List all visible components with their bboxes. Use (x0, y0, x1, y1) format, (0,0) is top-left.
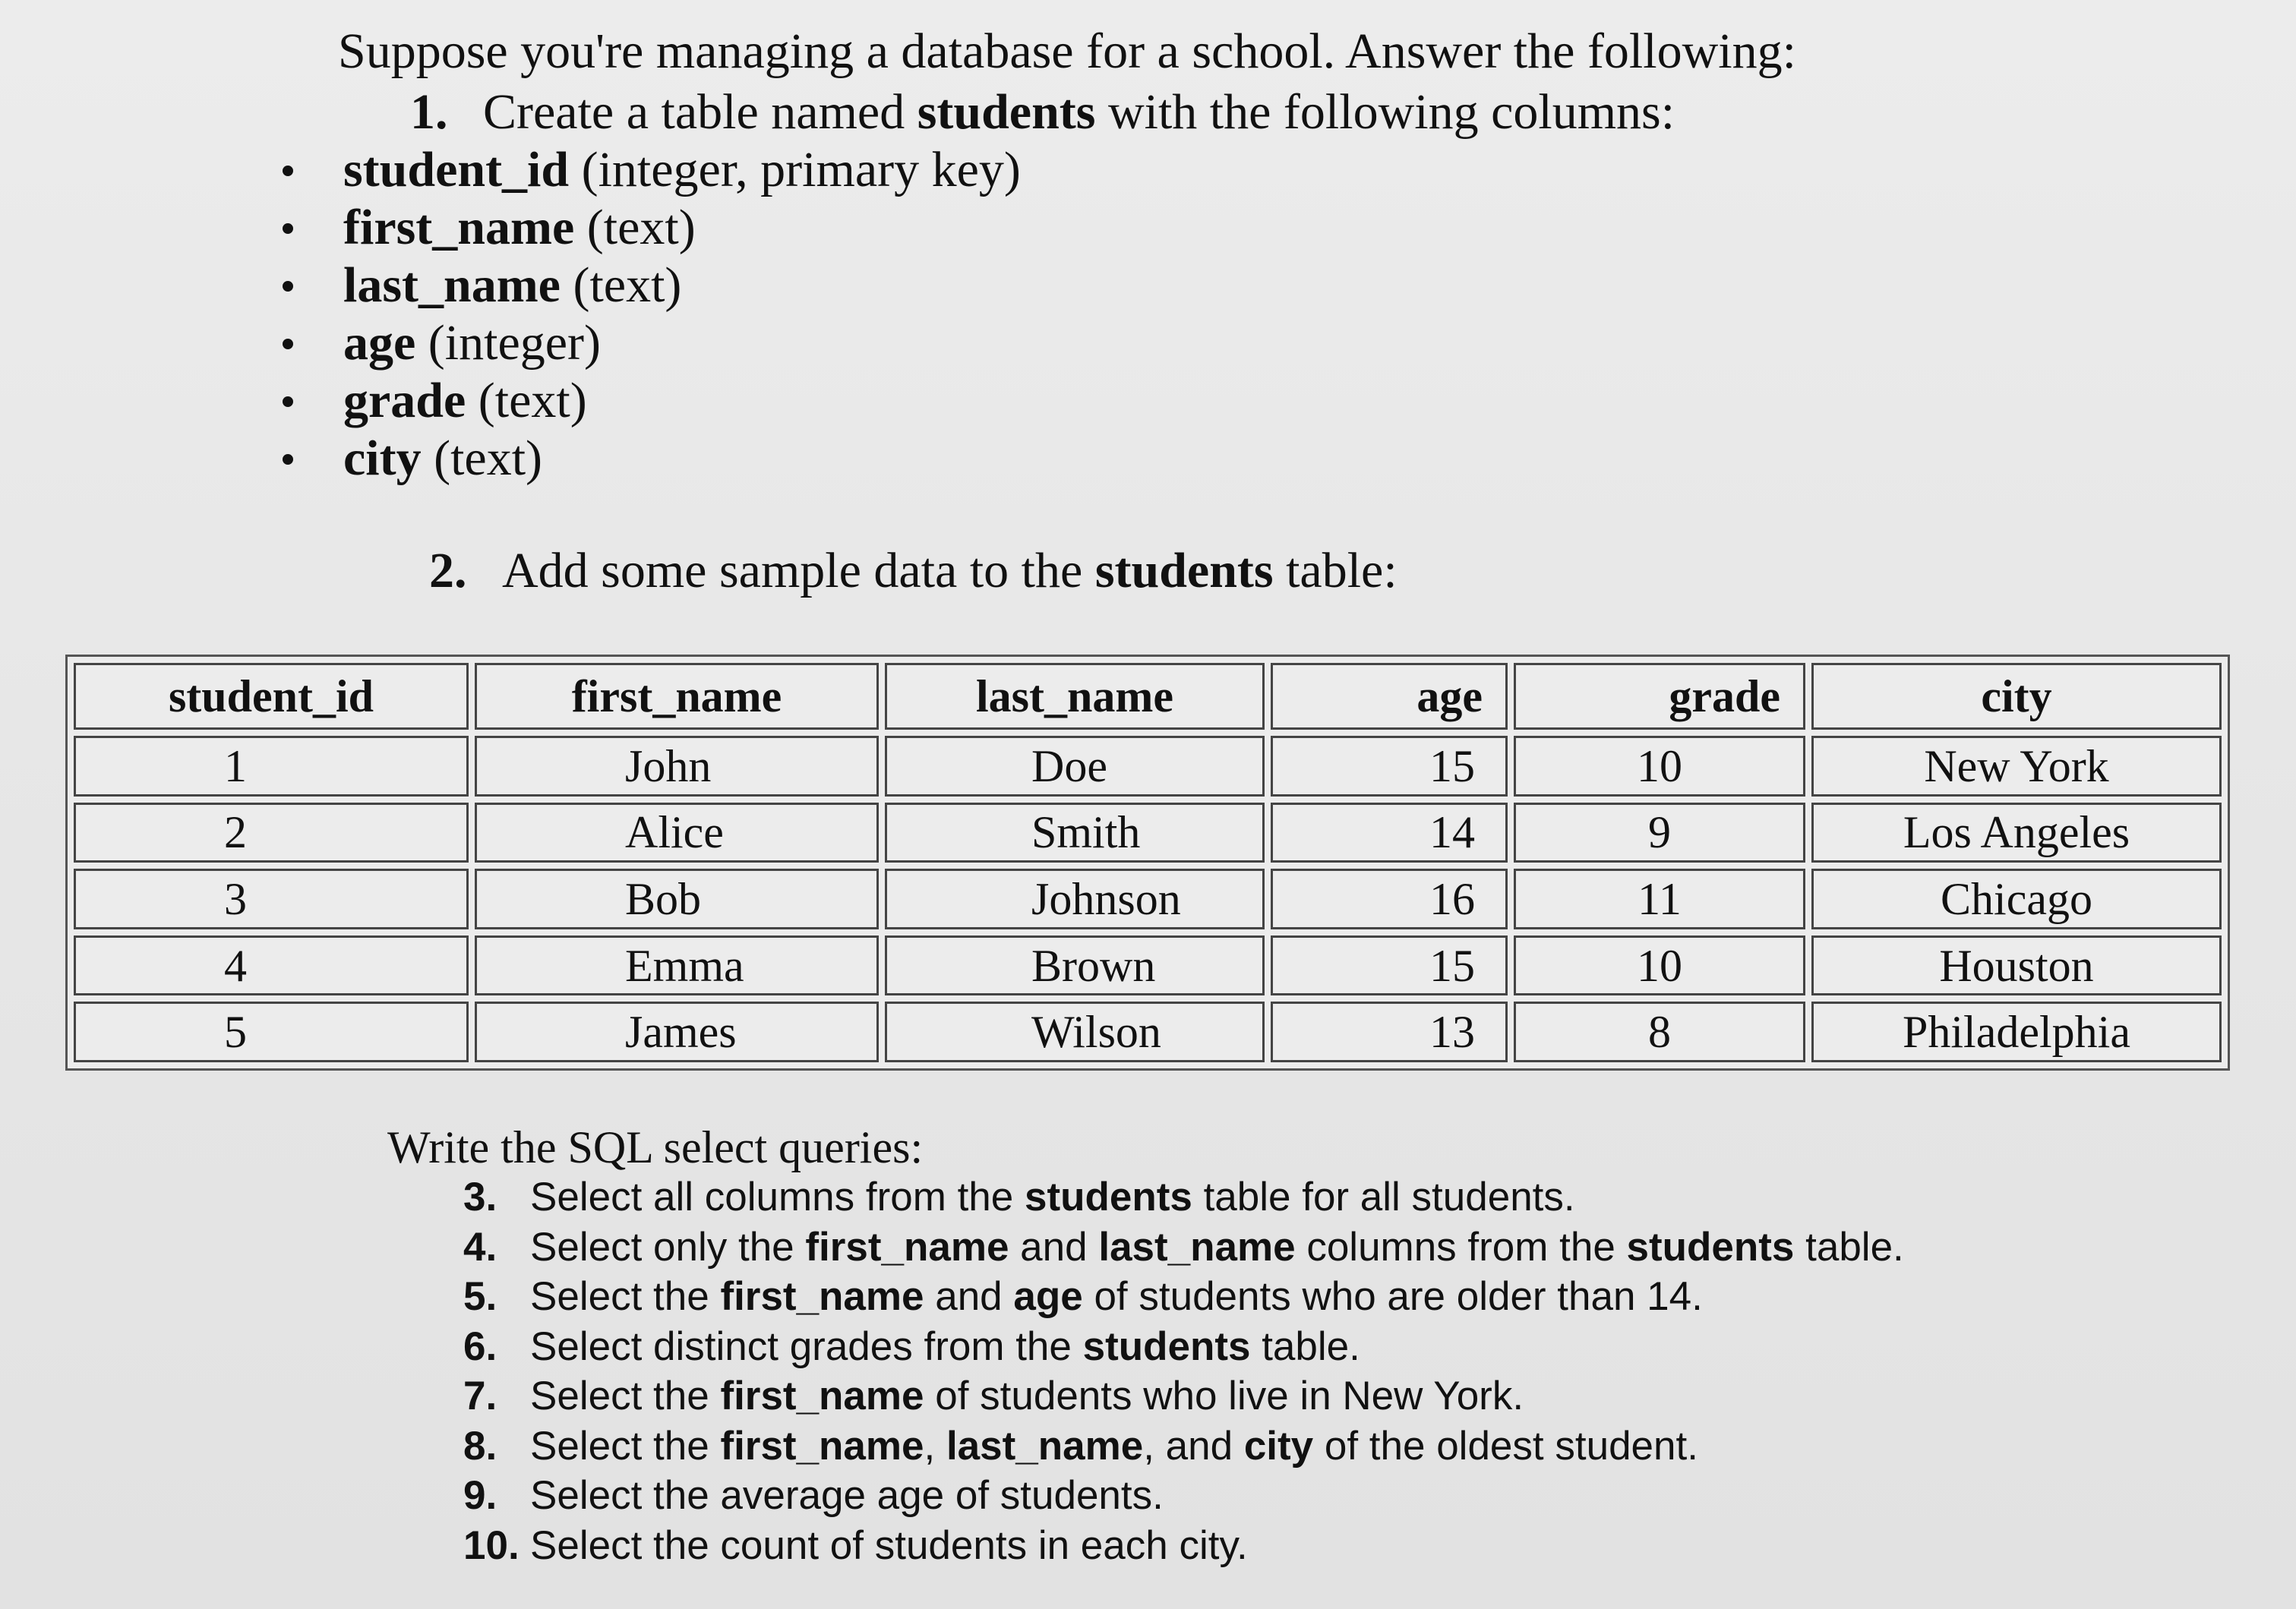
query-keyword: first_name (720, 1374, 924, 1418)
table-row (74, 869, 2222, 929)
query-text: of students who are older than 14. (1082, 1274, 1703, 1319)
cell-grade: 10 (1514, 736, 1805, 797)
cell-age: 13 (1271, 1002, 1508, 1062)
cell-first-name: James (475, 1002, 879, 1062)
cell-student-id: 4 (74, 935, 469, 996)
bullet-icon (283, 396, 293, 407)
students-table (65, 655, 2230, 1071)
column-spec-item (273, 141, 1021, 199)
query-text: of students who live in New York. (924, 1374, 1524, 1418)
step-2-text-after: table: (1273, 543, 1397, 598)
query-text: and (924, 1274, 1014, 1319)
query-text: table. (1250, 1323, 1360, 1369)
query-text: table for all students. (1192, 1175, 1575, 1219)
cell-grade: 11 (1514, 869, 1805, 929)
header-last-name: last_name (885, 663, 1265, 730)
query-keyword: first_name (720, 1274, 924, 1319)
column-spec-list (273, 141, 1021, 487)
cell-city: Chicago (1811, 869, 2222, 929)
query-number: 10. (463, 1522, 520, 1568)
header-first-name: first_name (475, 663, 879, 730)
column-spec-item (273, 430, 1021, 487)
cell-age: 14 (1271, 803, 1508, 863)
query-list (463, 1172, 1904, 1570)
query-item (463, 1471, 1904, 1521)
step-2-text-before: Add some sample data to the (502, 543, 1095, 598)
intro-heading: Suppose you're managing a database for a school. Answer the following: (338, 24, 1796, 79)
query-number: 4. (463, 1224, 497, 1270)
query-text: Select the (530, 1274, 721, 1319)
cell-grade: 9 (1514, 803, 1805, 863)
bullet-icon (283, 166, 293, 176)
cell-city: Los Angeles (1811, 803, 2222, 863)
query-keyword: first_name (720, 1423, 924, 1469)
cell-student-id: 3 (74, 869, 469, 929)
cell-student-id: 1 (74, 736, 469, 797)
query-keyword: students (1024, 1175, 1192, 1219)
column-spec-type: (integer) (428, 315, 601, 371)
cell-age: 15 (1271, 935, 1508, 996)
table-header-row (74, 663, 2222, 730)
column-spec-name: first_name (343, 200, 575, 255)
query-number: 5. (463, 1274, 497, 1319)
header-age: age (1271, 663, 1508, 730)
query-text: Select distinct grades from the (530, 1323, 1083, 1369)
query-keyword: last_name (1098, 1224, 1296, 1270)
cell-last-name: Doe (885, 736, 1265, 797)
column-spec-item (273, 314, 1021, 372)
column-spec-item (273, 257, 1021, 314)
column-spec-name: age (343, 315, 416, 371)
query-item (463, 1322, 1904, 1372)
cell-last-name: Johnson (885, 869, 1265, 929)
query-number: 9. (463, 1473, 497, 1518)
step-1-number: 1. (410, 84, 448, 140)
query-number: 6. (463, 1323, 497, 1369)
step-1-line (410, 82, 1675, 142)
cell-age: 15 (1271, 736, 1508, 797)
header-city: city (1811, 663, 2222, 730)
cell-student-id: 5 (74, 1002, 469, 1062)
cell-last-name: Brown (885, 935, 1265, 996)
query-number: 3. (463, 1175, 497, 1219)
query-text: table. (1794, 1224, 1904, 1270)
query-text: Select the average age of students. (530, 1473, 1164, 1518)
cell-first-name: John (475, 736, 879, 797)
step-1-table-name: students (917, 84, 1096, 140)
step-1-text-after: with the following columns: (1095, 84, 1675, 140)
table-row (74, 736, 2222, 797)
step-2-line (429, 541, 1397, 601)
query-item (463, 1421, 1904, 1472)
column-spec-name: city (343, 431, 422, 486)
bullet-icon (283, 454, 293, 465)
queries-section (387, 1122, 1904, 1570)
table-row (74, 1002, 2222, 1062)
query-item (463, 1223, 1904, 1273)
cell-last-name: Wilson (885, 1002, 1265, 1062)
query-text: columns from the (1295, 1224, 1627, 1270)
query-keyword: last_name (946, 1423, 1144, 1469)
cell-grade: 10 (1514, 935, 1805, 996)
cell-age: 16 (1271, 869, 1508, 929)
query-number: 8. (463, 1423, 497, 1469)
bullet-icon (283, 223, 293, 234)
cell-first-name: Bob (475, 869, 879, 929)
cell-grade: 8 (1514, 1002, 1805, 1062)
step-2-table-name: students (1094, 543, 1274, 598)
column-spec-item (273, 372, 1021, 430)
cell-city: Houston (1811, 935, 2222, 996)
column-spec-name: last_name (343, 257, 561, 313)
bullet-icon (283, 281, 293, 292)
query-text: Select the (530, 1423, 721, 1469)
query-text: , and (1143, 1423, 1244, 1469)
column-spec-type: (text) (573, 257, 682, 313)
column-spec-type: (text) (434, 431, 543, 486)
column-spec-name: student_id (343, 142, 570, 197)
query-text: Select only the (530, 1224, 806, 1270)
cell-city: New York (1811, 736, 2222, 797)
query-text: Select the count of students in each city. (530, 1522, 1248, 1568)
query-text: Select the (530, 1374, 721, 1418)
query-text: of the oldest student. (1313, 1423, 1698, 1469)
query-keyword: students (1626, 1224, 1795, 1270)
query-item (463, 1371, 1904, 1421)
query-keyword: age (1013, 1274, 1083, 1319)
queries-intro: Write the SQL select queries: (387, 1122, 924, 1172)
query-text: , (924, 1423, 946, 1469)
column-spec-item (273, 199, 1021, 257)
step-1-text-before: Create a table named (483, 84, 917, 140)
cell-city: Philadelphia (1811, 1002, 2222, 1062)
bullet-icon (283, 339, 293, 349)
column-spec-type: (text) (478, 373, 587, 428)
query-item (463, 1521, 1904, 1571)
column-spec-type: (text) (586, 200, 696, 255)
query-number: 7. (463, 1374, 497, 1418)
query-keyword: first_name (805, 1224, 1009, 1270)
query-keyword: students (1082, 1323, 1251, 1369)
table-row (74, 935, 2222, 996)
query-keyword: city (1243, 1423, 1314, 1469)
query-text: and (1009, 1224, 1099, 1270)
step-2-number: 2. (429, 543, 467, 598)
header-grade: grade (1514, 663, 1805, 730)
column-spec-type: (integer, primary key) (581, 142, 1021, 197)
header-student-id: student_id (74, 663, 469, 730)
query-item (463, 1272, 1904, 1322)
table-row (74, 803, 2222, 863)
cell-student-id: 2 (74, 803, 469, 863)
query-item (463, 1172, 1904, 1223)
cell-first-name: Alice (475, 803, 879, 863)
cell-first-name: Emma (475, 935, 879, 996)
cell-last-name: Smith (885, 803, 1265, 863)
query-text: Select all columns from the (530, 1175, 1025, 1219)
column-spec-name: grade (343, 373, 466, 428)
